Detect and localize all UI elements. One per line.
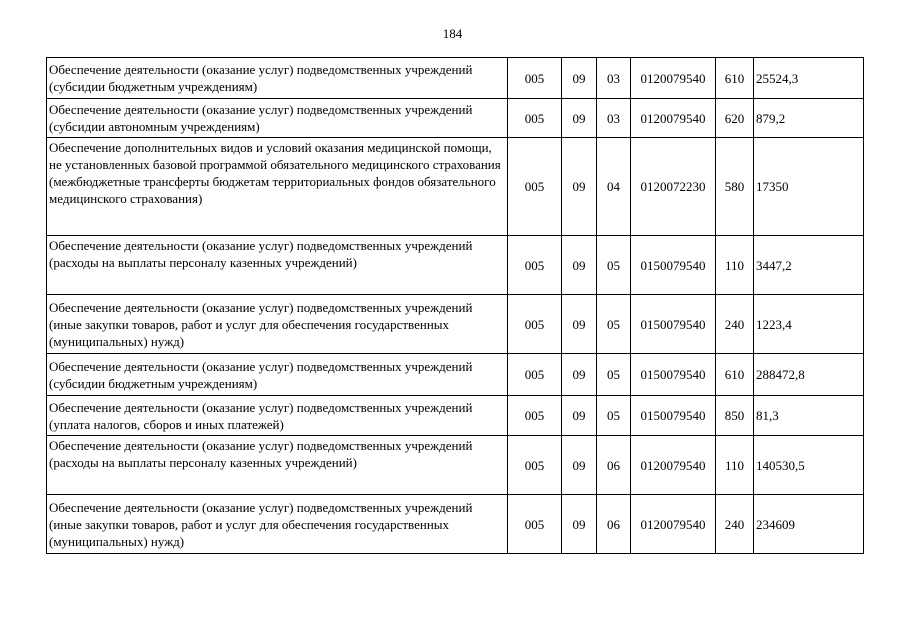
expense-type-code: 240 (716, 295, 754, 354)
section-code: 09 (562, 495, 597, 554)
section-code: 09 (562, 354, 597, 396)
table-row (47, 58, 864, 99)
table-row (47, 396, 864, 436)
ministry-code: 005 (508, 236, 562, 295)
subsection-code: 05 (597, 354, 631, 396)
expense-type-code: 620 (716, 99, 754, 138)
ministry-code: 005 (508, 436, 562, 495)
amount: 17350 (754, 138, 864, 236)
expense-name: Обеспечение деятельности (оказание услуг) подведомственных учреждений (иные закупки товаров, работ и услуг для обеспечения государственных (муниципальных) нужд) (47, 495, 508, 554)
expense-type-code: 580 (716, 138, 754, 236)
ministry-code: 005 (508, 354, 562, 396)
expense-name: Обеспечение деятельности (оказание услуг) подведомственных учреждений (субсидии бюджетным учреждениям) (47, 354, 508, 396)
expense-type-code: 610 (716, 58, 754, 99)
amount: 25524,3 (754, 58, 864, 99)
subsection-code: 06 (597, 495, 631, 554)
target-article-code: 0120079540 (631, 495, 716, 554)
budget-table (46, 57, 864, 554)
ministry-code: 005 (508, 495, 562, 554)
target-article-code: 0120079540 (631, 99, 716, 138)
amount: 3447,2 (754, 236, 864, 295)
expense-type-code: 610 (716, 354, 754, 396)
table-row (47, 436, 864, 495)
section-code: 09 (562, 58, 597, 99)
table-row (47, 138, 864, 236)
amount: 288472,8 (754, 354, 864, 396)
table-row (47, 495, 864, 554)
target-article-code: 0150079540 (631, 295, 716, 354)
expense-name: Обеспечение деятельности (оказание услуг) подведомственных учреждений (субсидии бюджетным учреждениям) (47, 58, 508, 99)
target-article-code: 0120079540 (631, 436, 716, 495)
table-row (47, 295, 864, 354)
expense-name: Обеспечение деятельности (оказание услуг) подведомственных учреждений (субсидии автономным учреждениям) (47, 99, 508, 138)
amount: 879,2 (754, 99, 864, 138)
subsection-code: 05 (597, 396, 631, 436)
target-article-code: 0150079540 (631, 354, 716, 396)
ministry-code: 005 (508, 396, 562, 436)
amount: 1223,4 (754, 295, 864, 354)
page-number: 184 (442, 26, 463, 41)
table-row (47, 99, 864, 138)
subsection-code: 06 (597, 436, 631, 495)
ministry-code: 005 (508, 58, 562, 99)
target-article-code: 0120079540 (631, 58, 716, 99)
table-row (47, 236, 864, 295)
section-code: 09 (562, 295, 597, 354)
target-article-code: 0120072230 (631, 138, 716, 236)
expense-name: Обеспечение деятельности (оказание услуг) подведомственных учреждений (расходы на выплаты персоналу казенных учреждений) (47, 436, 508, 495)
subsection-code: 05 (597, 236, 631, 295)
subsection-code: 04 (597, 138, 631, 236)
section-code: 09 (562, 396, 597, 436)
section-code: 09 (562, 138, 597, 236)
expense-name: Обеспечение дополнительных видов и условий оказания медицинской помощи, не установленных базовой программой обязательного медицинского страхования (межбюджетные трансферты бюджетам территориальных фондов обязательного медицинского страхования) (47, 138, 508, 236)
section-code: 09 (562, 236, 597, 295)
expense-type-code: 240 (716, 495, 754, 554)
expense-name: Обеспечение деятельности (оказание услуг) подведомственных учреждений (расходы на выплаты персоналу казенных учреждений) (47, 236, 508, 295)
target-article-code: 0150079540 (631, 396, 716, 436)
subsection-code: 03 (597, 58, 631, 99)
ministry-code: 005 (508, 99, 562, 138)
expense-type-code: 850 (716, 396, 754, 436)
expense-name: Обеспечение деятельности (оказание услуг) подведомственных учреждений (уплата налогов, сборов и иных платежей) (47, 396, 508, 436)
expense-name: Обеспечение деятельности (оказание услуг) подведомственных учреждений (иные закупки товаров, работ и услуг для обеспечения государственных (муниципальных) нужд) (47, 295, 508, 354)
expense-type-code: 110 (716, 236, 754, 295)
subsection-code: 03 (597, 99, 631, 138)
expense-type-code: 110 (716, 436, 754, 495)
amount: 140530,5 (754, 436, 864, 495)
ministry-code: 005 (508, 295, 562, 354)
ministry-code: 005 (508, 138, 562, 236)
amount: 234609 (754, 495, 864, 554)
section-code: 09 (562, 99, 597, 138)
table-row (47, 354, 864, 396)
amount: 81,3 (754, 396, 864, 436)
target-article-code: 0150079540 (631, 236, 716, 295)
subsection-code: 05 (597, 295, 631, 354)
section-code: 09 (562, 436, 597, 495)
